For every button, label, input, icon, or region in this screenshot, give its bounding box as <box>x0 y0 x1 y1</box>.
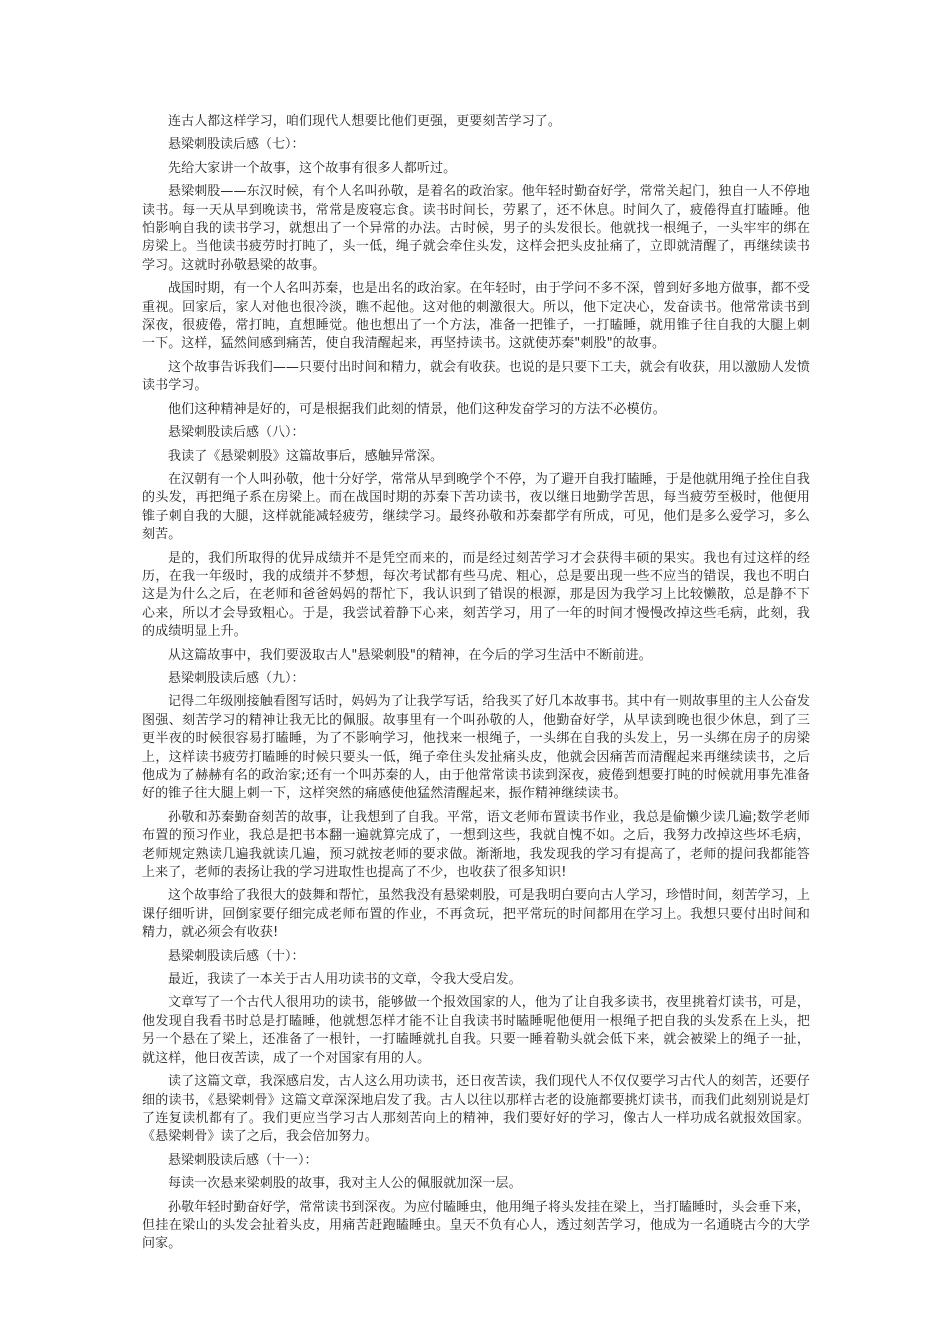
section-heading-9: 悬梁刺股读后感（九）： <box>168 670 305 686</box>
paragraph: 读了这篇文章，我深感启发，古人这么用功读书，还日夜苦读，我们现代人不仅仅要学习古代人的刻苦，还要仔细的读书，《悬梁刺骨》这篇文章深深地启发了我。古人以往以那样古老的设施都要挑灯读书，而我们此刻别说是灯了连复读机都有了。我们更应当学习古人那刻苦向上的精神，我们要好好的学习，像古人一样功成名就报效国家。《悬梁刺骨》读了之后，我会倍加努力。 <box>142 1074 810 1145</box>
paragraph: 是的，我们所取得的优异成绩并不是凭空而来的，而是经过刻苦学习才会获得丰硕的果实。我也有过这样的经历，在我一年级时，我的成绩并不梦想，每次考试都有些马虎、粗心，总是要出现一些不应当的错误，我也不明白这是为什么之后，在老师和爸爸妈妈的帮忙下，我认识到了错误的根源，那是因为我学习上比较懒散，总是静不下心来，所以才会导致粗心。于是，我尝试着静下心来，刻苦学习，用了一年的时间才慢慢改掉这些毛病，此刻，我的成绩明显上升。 <box>142 550 810 640</box>
paragraph: 孙敬和苏秦勤奋刻苦的故事，让我想到了自我。平常，语文老师布置读书作业，我总是偷懒少读几遍;数学老师布置的预习作业，我总是把书本翻一遍就算完成了，一想到这些，我就自愧不如。之后，我努力改掉这些坏毛病，老师规定熟读几遍我就读几遍，预习就按老师的要求做。渐渐地，我发现我的学习有提高了，老师的提问我都能答上来了，老师的表扬让我的学习进取性也提高了不少，也收获了很多知识! <box>142 809 810 881</box>
paragraph: 战国时期，有一个人名叫苏秦，也是出名的政治家。在年轻时，由于学问不多不深，曾到好多地方做事，都不受重视。回家后，家人对他也很冷淡，瞧不起他。这对他的刺激很大。所以，他下定决心，发奋读书。他常常读书到深夜，很疲倦，常打盹，直想睡觉。他也想出了一个方法，准备一把锥子，一打瞌睡，就用锥子往自我的大腿上刺一下。这样，猛然间感到痛苦，使自我清醒起来，再坚持读书。这就使苏秦"刺股"的故事。 <box>142 281 810 352</box>
paragraph: 悬梁刺股——东汉时候，有个人名叫孙敬，是着名的政治家。他年轻时勤奋好学，常常关起门，独自一人不停地读书。每一天从早到晚读书，常常是废寝忘食。读书时间长，劳累了，还不休息。时间久了，疲倦得直打瞌睡。他怕影响自我的读书学习，就想出了一个异常的办法。古时候，男子的头发很长。他就找一根绳子，一头牢牢的绑在房梁上。当他读书疲劳时打盹了，头一低，绳子就会牵住头发，这样会把头皮扯痛了，立即就清醒了，再继续读书学习。这就时孙敬悬梁的故事。 <box>142 184 810 273</box>
section-heading-11: 悬梁刺股读后感（十一）： <box>168 1152 318 1168</box>
section-heading-8: 悬梁刺股读后感（八）： <box>168 425 305 441</box>
paragraph: 孙敬年轻时勤奋好学，常常读书到深夜。为应付瞌睡虫，他用绳子将头发挂在梁上，当打瞌睡时，头会垂下来，但挂在梁山的头发会扯着头皮，用痛苦赶跑瞌睡虫。皇天不负有心人，透过刻苦学习，他成为一名通晓古今的大学问家。 <box>142 1199 810 1252</box>
paragraph: 这个故事给了我很大的鼓舞和帮忙，虽然我没有悬梁刺股，可是我明白要向古人学习，珍惜时间，刻苦学习，上课仔细听讲，回倒家要仔细完成老师布置的作业，不再贪玩，把平常玩的时间都用在学习上。我想只要付出时间和精力，就必须会有收获! <box>142 888 810 941</box>
paragraph: 连古人都这样学习，咱们现代人想要比他们更强，更要刻苦学习了。 <box>168 114 562 129</box>
paragraph: 在汉朝有一个人叫孙敬，他十分好学，常常从早到晚学个不停，为了避开自我打瞌睡，于是他就用绳子拴住自我的头发，再把绳子系在房梁上。而在战国时期的苏秦下苦功读书，夜以继日地勤学苦思，每当疲劳至极时，他便用锥子刺自我的大腿，这样就能减轻疲劳，继续学习。最终孙敬和苏秦都学有所成，可见，他们是多么爱学习，多么刻苦。 <box>142 471 810 543</box>
paragraph: 我读了《悬梁刺股》这篇故事后，感触异常深。 <box>168 448 444 464</box>
paragraph: 文章写了一个古代人很用功的读书，能够做一个报效国家的人，他为了让自我多读书，夜里挑着灯读书，可是，他发现自我看书时总是打瞌睡，他就想怎样才能不让自我读书时瞌睡呢他便用一根绳子把自我的头发系在上头，把另一个悬在了梁上，还准备了一根针，一打瞌睡就扎自我。只要一睡着勒头就会低下来，就会被梁上的绳子一扯，就这样，他日夜苦读，成了一个对国家有用的人。 <box>142 995 810 1066</box>
paragraph: 他们这种精神是好的，可是根据我们此刻的情景，他们这种发奋学习的方法不必模仿。 <box>168 401 666 417</box>
paragraph: 记得二年级刚接触看图写话时，妈妈为了让我学写话，给我买了好几本故事书。其中有一则故事里的主人公奋发图强、刻苦学习的精神让我无比的佩服。故事里有一个叫孙敬的人，他勤奋好学，从早读到晚也很少休息，到了三更半夜的时候很容易打瞌睡，为了不影响学习，他找来一根绳子，一头绑在自我的头发上，另一头绑在房子的房梁上，这样读书疲劳打瞌睡的时候只要头一低，绳子牵住头发扯痛头皮，他就会因痛苦而清醒起来再继续读书，之后他成为了赫赫有名的政治家;还有一个叫苏秦的人，由于他常常读书读到深夜，疲倦到想要打盹的时候就用事先准备好的锥子往大腿上刺一下，这样突然的痛感使他猛然清醒起来，振作精神继续读书。 <box>142 694 810 802</box>
section-heading-7: 悬梁刺股读后感（七）： <box>168 137 305 153</box>
paragraph: 最近，我读了一本关于古人用功读书的文章，令我大受启发。 <box>168 972 522 988</box>
paragraph: 每读一次悬来梁刺股的故事，我对主人公的佩服就加深一层。 <box>168 1176 522 1192</box>
section-heading-10: 悬梁刺股读后感（十）： <box>168 948 305 964</box>
paragraph: 从这篇故事中，我们要汲取古人"悬梁刺股"的精神，在今后的学习生活中不断前进。 <box>168 647 652 663</box>
paragraph: 这个故事告诉我们——只要付出时间和精力，就会有收获。也说的是只要下工夫，就会有收获，用以激励人发愤读书学习。 <box>142 359 810 394</box>
paragraph: 先给大家讲一个故事，这个故事有很多人都听过。 <box>168 160 457 176</box>
